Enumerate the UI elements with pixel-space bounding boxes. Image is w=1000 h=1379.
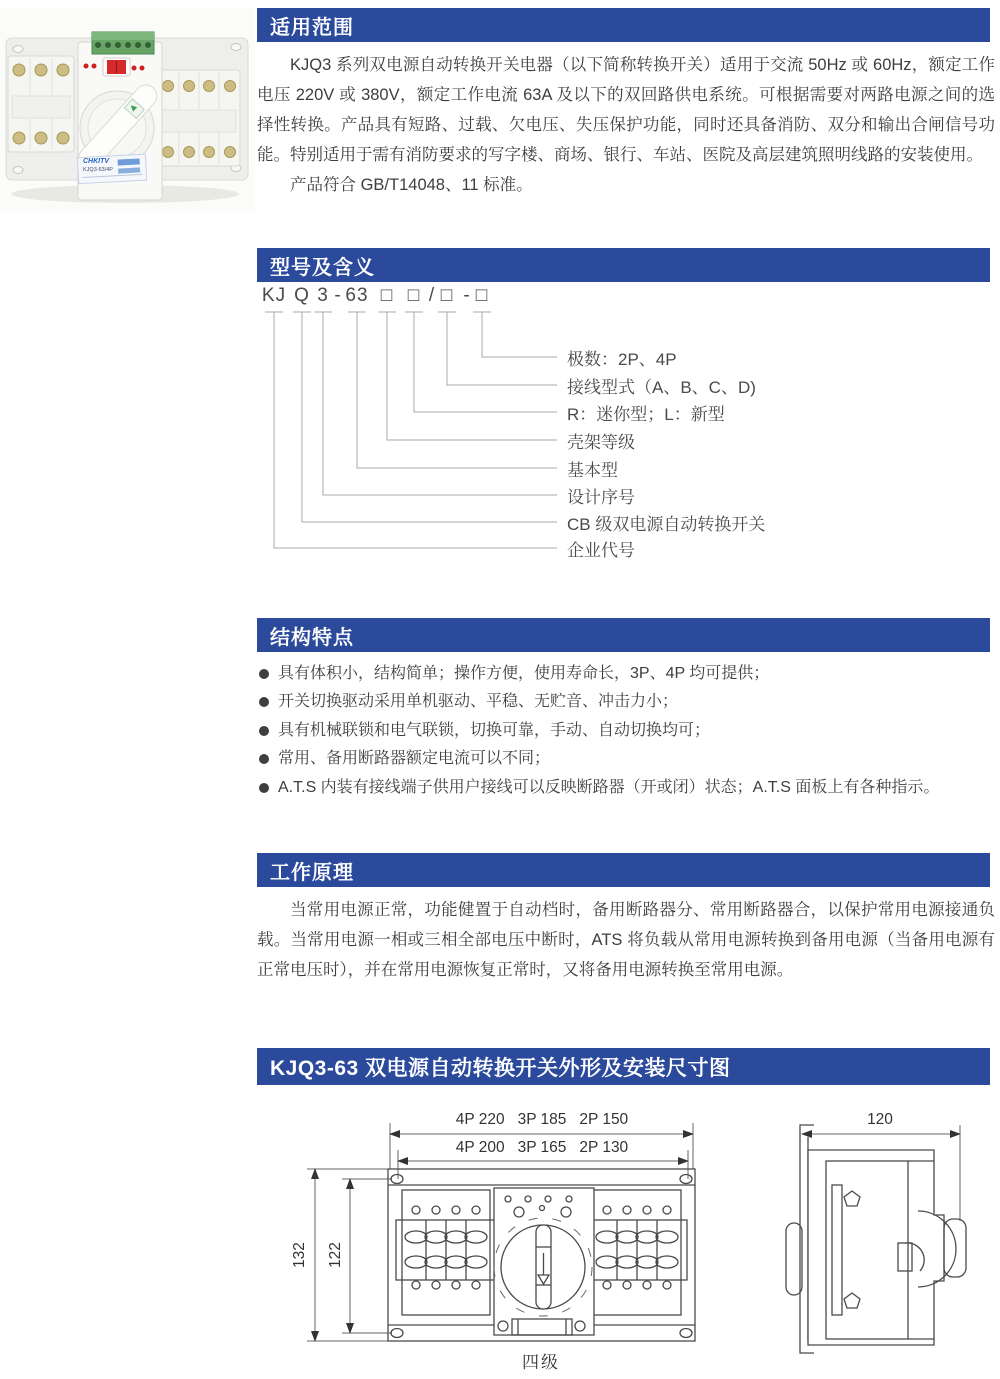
front-center-module	[494, 1188, 594, 1335]
left-breaker-bank	[8, 56, 74, 152]
feature-bullet	[257, 774, 997, 802]
section-header-principle	[257, 853, 990, 887]
section-header-scope	[257, 8, 990, 42]
drawings-lineart	[0, 1095, 1000, 1379]
side-view-drawing	[786, 1125, 966, 1353]
bullet-dot-icon	[259, 697, 269, 707]
bullet-dot-icon	[259, 726, 269, 736]
rocker-switch	[103, 58, 130, 76]
model-code-part: -	[334, 285, 342, 306]
model-code-part: □	[440, 285, 454, 306]
model-label: 壳架等级	[567, 433, 635, 452]
center-module	[74, 32, 162, 200]
section-title: 工作原理	[270, 861, 354, 884]
feature-bullet	[257, 688, 997, 716]
section-title: 结构特点	[270, 626, 354, 649]
model-label: 企业代号	[567, 541, 635, 560]
photo-brand-label: CHKITV	[83, 158, 110, 165]
section-header-features	[257, 618, 990, 652]
feature-text: 开关切换驱动采用单机驱动、平稳、无贮音、冲击力小；	[278, 693, 679, 711]
section-header-dimensions	[257, 1048, 990, 1085]
right-breaker-bank	[158, 70, 240, 166]
front-left-bank	[396, 1190, 496, 1315]
scope-paragraph-2: 产品符合 GB/T14048、11 标准。	[290, 176, 533, 194]
feature-bullet	[257, 745, 997, 773]
model-label: 接线型式（A、B、C、D)	[567, 378, 756, 397]
front-dim-height-outer: 132	[291, 1242, 308, 1268]
model-code-part: -	[463, 285, 471, 306]
bullet-dot-icon	[259, 783, 269, 793]
bullet-dot-icon	[259, 754, 269, 764]
section-title: KJQ3-63 双电源自动转换开关外形及安装尺寸图	[270, 1056, 731, 1080]
model-label: CB 级双电源自动转换开关	[567, 515, 766, 534]
principle-body	[257, 895, 995, 985]
front-dim-width-inner: 4P 200 3P 165 2P 130	[455, 1139, 629, 1156]
model-code-part: KJ	[261, 285, 287, 306]
front-dim-height-inner: 122	[327, 1242, 344, 1268]
scope-paragraph-1: KJQ3 系列双电源自动转换开关电器（以下简称转换开关）适用于交流 50Hz 或 60Hz，额定工作电压 220V 或 380V，额定工作电流 63A 及以下的双回路供电系统。可根据需要对两路电源之间的选择性转换。产品具有短路、过载、欠电压、失压保护功能，同时还具备消防、双分和输出合闸信号功能。特别适用于需有消防要求的写字楼、商场、银行、车站、医院及高层建筑照明线路的安装使用。	[257, 56, 995, 164]
section-title: 型号及含义	[270, 256, 375, 279]
product-photo-art	[0, 8, 255, 213]
model-code-part: 63	[345, 285, 369, 306]
feature-bullet	[257, 660, 997, 688]
bullet-dot-icon	[259, 669, 269, 679]
model-label: 设计序号	[567, 488, 635, 507]
section-header-model	[257, 248, 990, 282]
model-code-part: □	[407, 285, 421, 306]
section-title: 适用范围	[270, 16, 354, 39]
model-code-part: □	[380, 285, 394, 306]
product-photo	[0, 8, 255, 213]
photo-model-label: KJQ3-63/4P	[83, 167, 113, 173]
features-list	[257, 660, 997, 802]
model-code-diagram	[257, 285, 997, 585]
front-right-bank	[587, 1190, 687, 1315]
feature-text: 具有体积小，结构简单；操作方便，使用寿命长，3P、4P 均可提供；	[278, 665, 770, 682]
dimension-drawings	[0, 1095, 1000, 1379]
principle-paragraph: 当常用电源正常，功能健置于自动档时，备用断路器分、常用断路器合，以保护常用电源接通负载。当常用电源一相或三相全部电压中断时，ATS 将负载从常用电源转换到备用电源（当备用电源有正常电压时），并在常用电源恢复正常时，又将备用电源转换至常用电源。	[257, 901, 995, 979]
scope-body	[257, 50, 995, 200]
feature-text: 常用、备用断路器额定电流可以不同；	[278, 750, 551, 768]
model-code-part: /	[428, 285, 436, 306]
model-code-part: □	[475, 285, 489, 306]
feature-text: 具有机械联锁和电气联锁，切换可靠，手动、自动切换均可；	[278, 721, 711, 739]
model-code-part: 3	[317, 285, 329, 306]
front-dim-width-outer: 4P 220 3P 185 2P 150	[455, 1111, 629, 1128]
model-code-part: Q	[294, 285, 310, 306]
feature-text: A.T.S 内装有接线端子供用户接线可以反映断路器（开或闭）状态；A.T.S 面板上有各种指示。	[278, 778, 940, 796]
model-label: R：迷你型；L：新型	[567, 405, 725, 424]
model-label: 极数：2P、4P	[567, 350, 677, 369]
front-view-caption: 四级	[522, 1353, 560, 1372]
side-dim-depth: 120	[867, 1111, 893, 1128]
model-label: 基本型	[567, 461, 618, 480]
feature-bullet	[257, 717, 997, 745]
